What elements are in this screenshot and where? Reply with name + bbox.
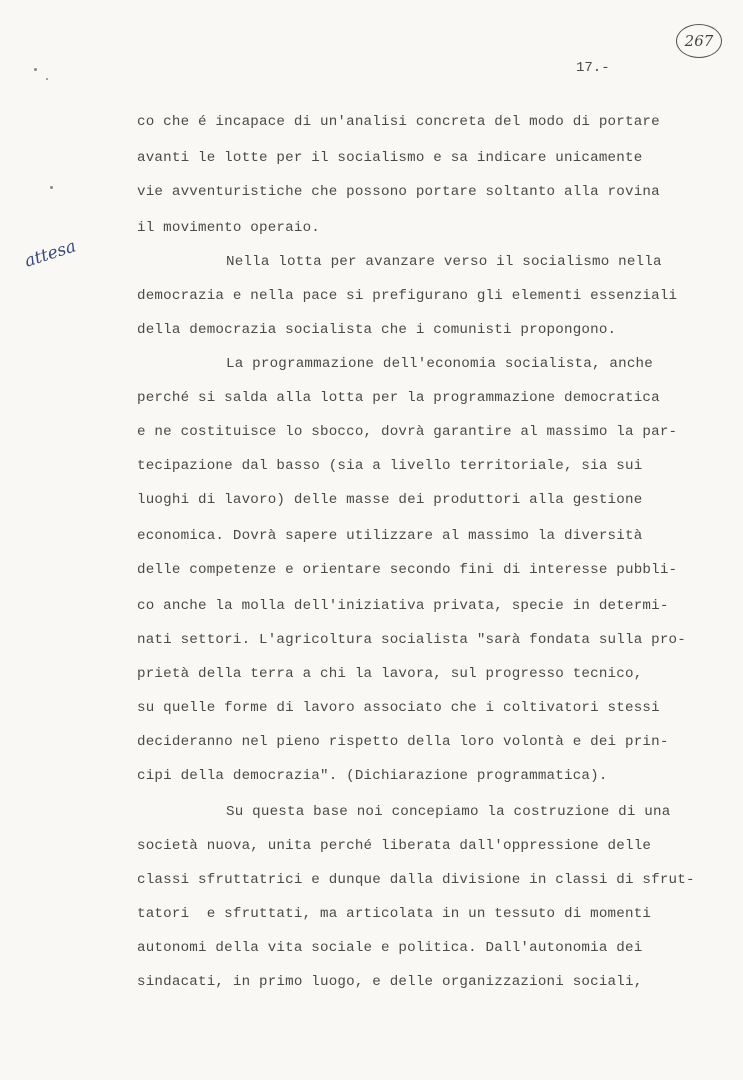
- text-line: La programmazione dell'economia socialista, anche: [226, 356, 653, 372]
- text-line: tecipazione dal basso (sia a livello territoriale, sia sui: [137, 458, 643, 474]
- text-line: società nuova, unita perché liberata dall'oppressione delle: [137, 838, 652, 854]
- text-line: nati settori. L'agricoltura socialista "sarà fondata sulla pro-: [137, 632, 686, 648]
- text-line: prietà della terra a chi la lavora, sul progresso tecnico,: [137, 666, 643, 682]
- text-line: sindacati, in primo luogo, e delle organizzazioni sociali,: [137, 974, 643, 990]
- paper-speck: [34, 68, 37, 71]
- text-line: decideranno nel pieno rispetto della loro volontà e dei prin-: [137, 734, 669, 750]
- text-line: tatori e sfruttati, ma articolata in un tessuto di momenti: [137, 906, 652, 922]
- paper-speck: [46, 78, 48, 80]
- text-line: co che é incapace di un'analisi concreta del modo di portare: [137, 114, 660, 130]
- text-line: Su questa base noi concepiamo la costruzione di una: [226, 804, 671, 820]
- text-line: co anche la molla dell'iniziativa privata, specie in determi-: [137, 598, 669, 614]
- text-line: perché si salda alla lotta per la programmazione democratica: [137, 390, 660, 406]
- text-line: luoghi di lavoro) delle masse dei produttori alla gestione: [137, 492, 643, 508]
- text-line: della democrazia socialista che i comunisti propongono.: [137, 322, 617, 338]
- text-line: democrazia e nella pace si prefigurano gli elementi essenziali: [137, 288, 678, 304]
- text-line: vie avventuristiche che possono portare soltanto alla rovina: [137, 184, 660, 200]
- text-line: autonomi della vita sociale e politica. Dall'autonomia dei: [137, 940, 643, 956]
- text-line: e ne costituisce lo sbocco, dovrà garantire al massimo la par-: [137, 424, 678, 440]
- text-line: il movimento operaio.: [137, 220, 320, 236]
- stamp-number: 267: [684, 32, 714, 50]
- text-line: su quelle forme di lavoro associato che i coltivatori stessi: [137, 700, 660, 716]
- handwritten-margin-note: attesa: [22, 236, 79, 272]
- text-line: Nella lotta per avanzare verso il socialismo nella: [226, 254, 662, 270]
- text-line: classi sfruttatrici e dunque dalla divisione in classi di sfrut-: [137, 872, 695, 888]
- text-line: avanti le lotte per il socialismo e sa indicare unicamente: [137, 150, 643, 166]
- archive-stamp: [676, 24, 722, 58]
- paper-speck: [50, 186, 53, 189]
- text-line: cipi della democrazia". (Dichiarazione programmatica).: [137, 768, 608, 784]
- page-number: 17.-: [576, 60, 610, 76]
- text-line: delle competenze e orientare secondo fini di interesse pubbli-: [137, 562, 678, 578]
- text-line: economica. Dovrà sapere utilizzare al massimo la diversità: [137, 528, 643, 544]
